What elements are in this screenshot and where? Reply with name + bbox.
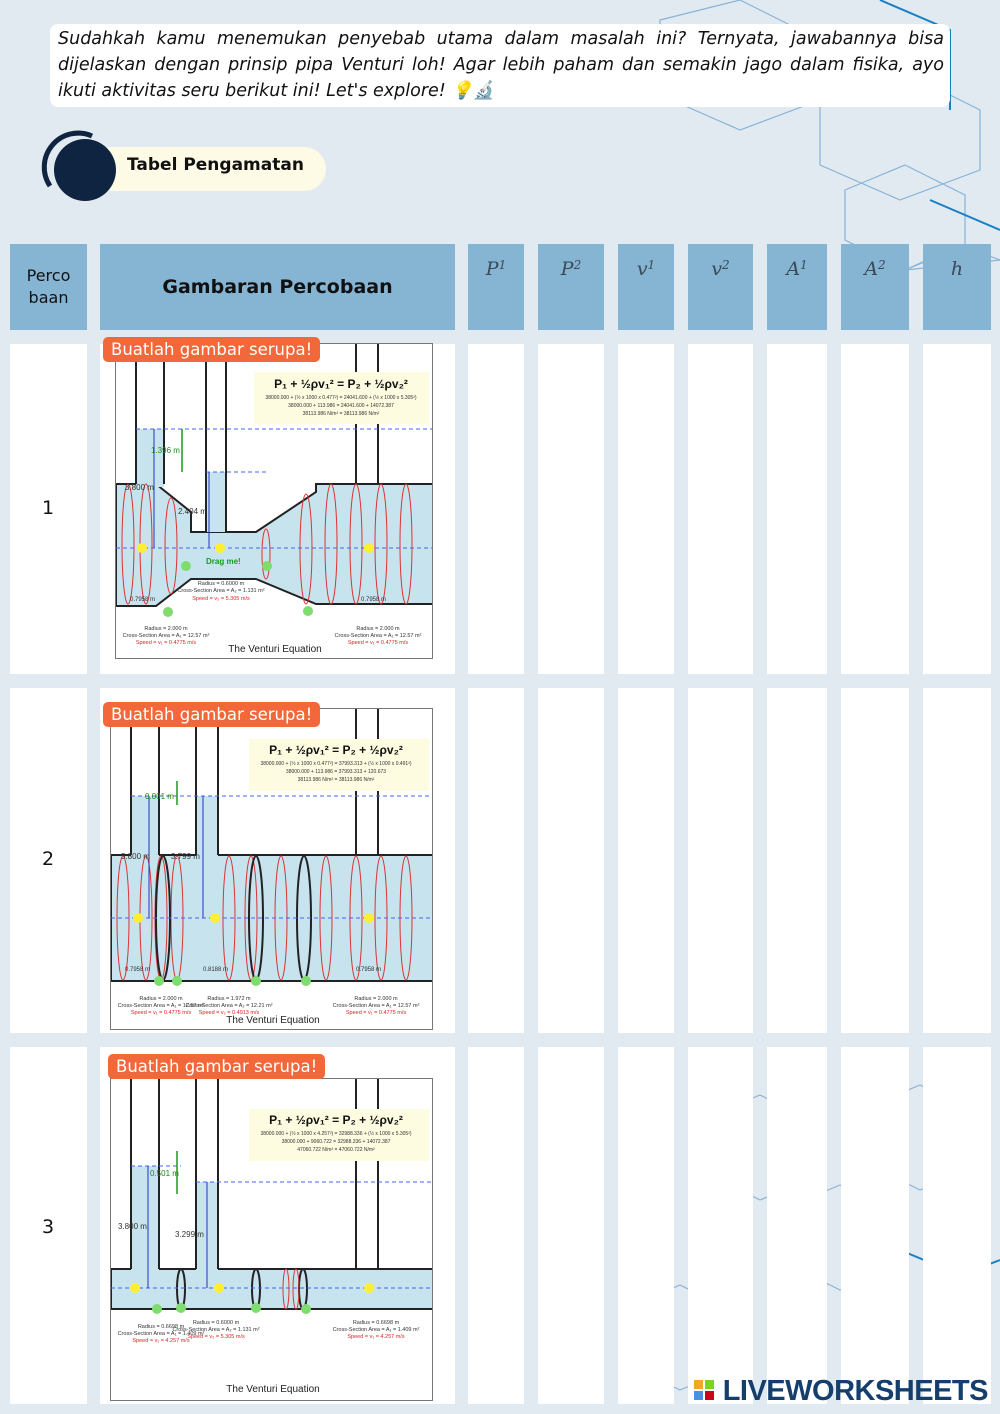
header-v1-subscript: 1 bbox=[647, 258, 656, 272]
header-v2 bbox=[688, 244, 753, 330]
answer-input-cell[interactable] bbox=[767, 344, 827, 674]
row-number: 2 bbox=[42, 848, 55, 870]
sim3-mid-radius: Radius = 0.6000 m bbox=[192, 1320, 240, 1326]
sim1-eq-line3: 38113.986 N/m² = 38113.986 N/m² bbox=[302, 411, 380, 417]
header-p1-subscript: 1 bbox=[498, 258, 507, 272]
sim2-mid-len: 0.8188 m bbox=[203, 967, 229, 973]
sim1-mid-radius: Radius = 0.6000 m bbox=[197, 581, 245, 587]
sim3-left-height: 3.800 m bbox=[118, 1222, 147, 1231]
sim3-right-radius: Radius = 0.6698 m bbox=[352, 1320, 400, 1326]
sim1-h-diff: 1.396 m bbox=[151, 446, 180, 455]
sim2-mid-area: Cross-Section Area = A₂ = 12.21 m² bbox=[185, 1003, 273, 1009]
sim2-left-area: Cross-Section Area = A₁ = 12.57 m² bbox=[117, 1003, 205, 1009]
row-number: 3 bbox=[42, 1216, 55, 1238]
answer-input-cell[interactable] bbox=[468, 688, 524, 1033]
sim3-left-radius: Radius = 0.6698 m bbox=[137, 1324, 185, 1330]
header-a1-subscript: 1 bbox=[800, 258, 808, 272]
sim1-mid-height: 2.404 m bbox=[178, 507, 207, 516]
header-a2 bbox=[841, 244, 909, 330]
answer-input-cell[interactable] bbox=[538, 688, 604, 1033]
intro-text: Sudahkah kamu menemukan penyebab utama dalam masalah ini? Ternyata, jawabannya bisa dijelaskan dengan prinsip pipa Venturi loh! Agar lebih paham dan semakin jago dalam fisika, ayo ikuti aktivitas seru berikut ini! Let's explore! 💡🔬 bbox=[50, 24, 950, 107]
sim2-left-speed: Speed = v₁ = 0.4775 m/s bbox=[130, 1010, 192, 1016]
section-title: Tabel Pengamatan bbox=[127, 155, 304, 175]
sim1-left-speed: Speed = v₁ = 0.4775 m/s bbox=[135, 640, 197, 646]
answer-input-cell[interactable] bbox=[618, 688, 674, 1033]
sim1-left-area: Cross-Section Area = A₁ = 12.57 m² bbox=[122, 633, 210, 639]
answer-input-cell[interactable] bbox=[468, 1047, 524, 1404]
sim2-mid-radius: Radius = 1.972 m bbox=[207, 996, 251, 1002]
answer-input-cell[interactable] bbox=[767, 688, 827, 1033]
sim2-eq-line2: 38000.000 + 113.986 = 37993.313 + 120.673 bbox=[285, 769, 387, 775]
sim1-eq-line1: 38000.000 + (½ x 1000 x 0.477²) = 24041.600 + (½ x 1000 x 5.305²) bbox=[265, 395, 417, 401]
venturi-simulation-image-1 bbox=[115, 343, 433, 659]
sim2-right-speed: Speed = v₁ = 0.4775 m/s bbox=[345, 1010, 407, 1016]
row-number: 1 bbox=[42, 497, 55, 519]
sim2-caption: The Venturi Equation bbox=[226, 1015, 320, 1026]
answer-input-cell[interactable] bbox=[538, 1047, 604, 1404]
answer-input-cell[interactable] bbox=[468, 344, 524, 674]
header-h-symbol: h bbox=[950, 258, 964, 280]
sim2-mid-height: 3.799 m bbox=[171, 852, 200, 861]
answer-input-cell[interactable] bbox=[688, 688, 753, 1033]
row-1-badge: Buatlah gambar serupa! bbox=[103, 337, 320, 362]
header-a2-subscript: 2 bbox=[878, 258, 886, 272]
header-p2 bbox=[538, 244, 604, 330]
sim3-h-diff: 0.501 m bbox=[150, 1169, 179, 1178]
sim2-right-area: Cross-Section Area = A₁ = 12.57 m² bbox=[332, 1003, 420, 1009]
sim2-left-height: 3.800 m bbox=[121, 852, 150, 861]
sim1-mid-area: Cross-Section Area = A₂ = 1.131 m² bbox=[177, 588, 265, 594]
header-h bbox=[923, 244, 991, 330]
answer-input-cell[interactable] bbox=[923, 344, 991, 674]
header-a1-symbol: A bbox=[786, 258, 801, 280]
header-a1 bbox=[767, 244, 827, 330]
sim1-left-len: 0.7958 m bbox=[130, 597, 156, 603]
answer-input-cell[interactable] bbox=[688, 344, 753, 674]
sim1-eq-line2: 38000.000 + 113.986 = 24041.600 + 14072.387 bbox=[288, 403, 394, 409]
answer-input-cell[interactable] bbox=[688, 1047, 753, 1404]
header-p1-symbol: P bbox=[485, 258, 499, 280]
sim1-right-speed: Speed = v₁ = 0.4775 m/s bbox=[347, 640, 409, 646]
liveworksheets-brand: LIVEWORKSHEETS bbox=[722, 1375, 988, 1407]
sim1-caption: The Venturi Equation bbox=[228, 644, 322, 655]
sim2-mid-speed: Speed = v₂ = 0.4913 m/s bbox=[198, 1010, 260, 1016]
answer-input-cell[interactable] bbox=[841, 1047, 909, 1404]
sim3-caption: The Venturi Equation bbox=[226, 1384, 320, 1395]
liveworksheets-logo-icon bbox=[694, 1380, 714, 1400]
sim3-left-area: Cross-Section Area = A₁ = 1.409 m² bbox=[117, 1331, 205, 1337]
sim1-mid-speed: Speed = v₂ = 5.305 m/s bbox=[192, 596, 250, 602]
sim2-eq-line3: 38113.986 N/m² = 38113.986 N/m² bbox=[297, 777, 375, 783]
answer-input-cell[interactable] bbox=[923, 1047, 991, 1404]
header-p1 bbox=[468, 244, 524, 330]
header-p2-symbol: P bbox=[560, 258, 574, 280]
header-trial bbox=[10, 244, 87, 330]
sim3-right-area: Cross-Section Area = A₁ = 1.409 m² bbox=[332, 1327, 420, 1333]
sim3-mid-height: 3.299 m bbox=[175, 1230, 204, 1239]
venturi-simulation-image-3 bbox=[110, 1078, 433, 1401]
answer-input-cell[interactable] bbox=[767, 1047, 827, 1404]
header-v2-subscript: 2 bbox=[722, 258, 730, 272]
sim1-right-radius: Radius = 2.000 m bbox=[356, 626, 400, 632]
sim3-mid-speed: Speed = v₂ = 5.305 m/s bbox=[187, 1334, 245, 1340]
sim3-mid-area: Cross-Section Area = A₂ = 1.131 m² bbox=[172, 1327, 260, 1333]
answer-input-cell[interactable] bbox=[841, 688, 909, 1033]
header-v1 bbox=[618, 244, 674, 330]
header-a2-symbol: A bbox=[864, 258, 879, 280]
venturi-simulation-image-2 bbox=[110, 708, 433, 1030]
answer-input-cell[interactable] bbox=[841, 344, 909, 674]
sim2-left-len: 0.7958 m bbox=[125, 967, 151, 973]
sim1-drag-label[interactable]: Drag me! bbox=[206, 557, 241, 566]
answer-input-cell[interactable] bbox=[618, 344, 674, 674]
sim2-right-len: 0.7958 m bbox=[356, 967, 382, 973]
sim3-eq-line3: 47060.722 N/m² = 47060.722 N/m² bbox=[297, 1147, 375, 1153]
sim2-left-radius: Radius = 2.000 m bbox=[139, 996, 183, 1002]
sim2-equation: P₁ + ½ρv₁² = P₂ + ½ρv₂² bbox=[269, 743, 403, 757]
sim1-right-area: Cross-Section Area = A₁ = 12.57 m² bbox=[334, 633, 422, 639]
section-ring-icon bbox=[40, 128, 120, 208]
header-trial-label: Perco baan bbox=[26, 266, 71, 307]
answer-input-cell[interactable] bbox=[538, 344, 604, 674]
header-p2-subscript: 2 bbox=[573, 258, 582, 272]
sim1-left-height: 3.800 m bbox=[125, 483, 154, 492]
sim2-right-radius: Radius = 2.000 m bbox=[354, 996, 398, 1002]
header-image bbox=[100, 244, 455, 330]
answer-input-cell[interactable] bbox=[618, 1047, 674, 1404]
sim1-left-radius: Radius = 2.000 m bbox=[144, 626, 188, 632]
answer-input-cell[interactable] bbox=[923, 688, 991, 1033]
sim2-eq-line1: 38000.000 + (½ x 1000 x 0.477²) = 37993.313 + (½ x 1000 x 0.491²) bbox=[260, 761, 412, 767]
sim3-right-speed: Speed = v₁ = 4.257 m/s bbox=[347, 1334, 405, 1340]
header-v2-symbol: v bbox=[711, 258, 723, 280]
sim3-equation: P₁ + ½ρv₁² = P₂ + ½ρv₂² bbox=[269, 1113, 403, 1127]
sim2-h-diff: 0.001 m bbox=[145, 792, 174, 801]
sim3-eq-line2: 38000.000 + 9060.722 = 32988.336 + 14072.387 bbox=[281, 1139, 391, 1145]
row-3-badge: Buatlah gambar serupa! bbox=[108, 1054, 325, 1079]
sim3-left-speed: Speed = v₁ = 4.257 m/s bbox=[132, 1338, 190, 1344]
header-v1-symbol: v bbox=[636, 258, 648, 280]
sim1-right-len: 0.7958 m bbox=[361, 597, 387, 603]
sim1-equation: P₁ + ½ρv₁² = P₂ + ½ρv₂² bbox=[274, 377, 408, 391]
sim3-eq-line1: 38000.000 + (½ x 1000 x 4.257²) = 32988.336 + (½ x 1000 x 5.305²) bbox=[260, 1131, 412, 1137]
row-2-badge: Buatlah gambar serupa! bbox=[103, 702, 320, 727]
header-image-label: Gambaran Percobaan bbox=[162, 276, 393, 298]
